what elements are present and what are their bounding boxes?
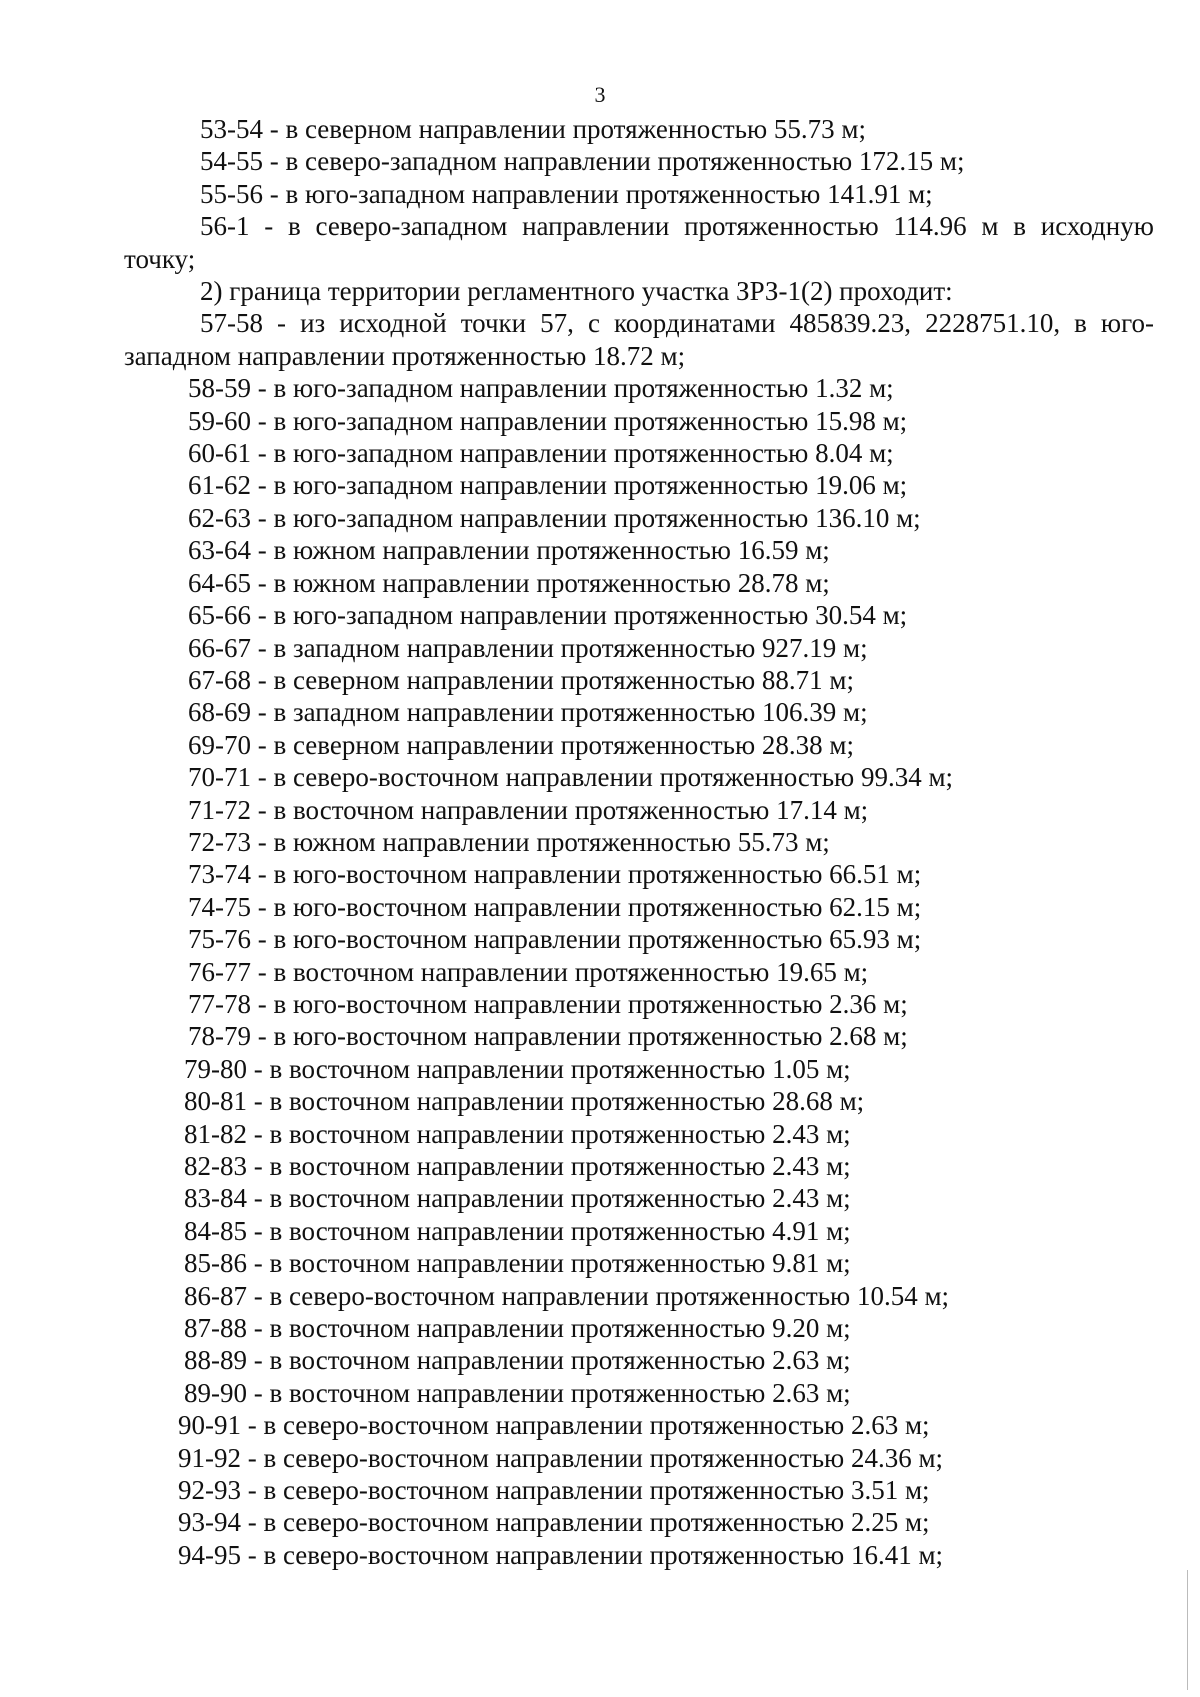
segment-line: 85-86 - в восточном направлении протяженностью 9.81 м; [184,1248,851,1279]
word: северо-западном [315,211,508,242]
segment-list-c [124,1053,1154,1409]
word: из [300,308,326,339]
segment-line: 54-55 - в северо-западном направлении протяженностью 172.15 м; [200,146,965,177]
document-body [124,113,1154,1571]
segment-line: 79-80 - в восточном направлении протяженностью 1.05 м; [184,1053,851,1084]
segment-line: 61-62 - в юго-западном направлении протяженностью 19.06 м; [188,470,908,501]
word: с [587,308,600,339]
segment-line: 59-60 - в юго-западном направлении протяженностью 15.98 м; [188,405,908,436]
word: направлении [522,211,670,242]
word: - [277,308,287,339]
segment-line: 77-78 - в юго-восточном направлении протяженностью 2.36 м; [188,988,908,1019]
segment-line: 62-63 - в юго-западном направлении протяженностью 136.10 м; [188,502,921,533]
segment-line: 75-76 - в юго-восточном направлении протяженностью 65.93 м; [188,924,922,955]
segment-line: 92-93 - в северо-восточном направлении протяженностью 3.51 м; [178,1475,930,1506]
word: в [288,211,301,242]
segment-line: 71-72 - в восточном направлении протяженностью 17.14 м; [188,794,869,825]
segment-line: 60-61 - в юго-западном направлении протяженностью 8.04 м; [188,438,894,469]
page-number: 3 [594,82,606,107]
word: 57, [540,308,574,339]
segment-57-58-line2: западном направлении протяженностью 18.72 м; [124,340,686,371]
segment-list-a [124,113,1154,210]
word: 114.96 [893,211,967,242]
segment-56-1-line2: точку; [124,243,196,274]
segment-line: 94-95 - в северо-восточном направлении протяженностью 16.41 м; [178,1539,944,1570]
word: исходной [339,308,447,339]
boundary-heading: 2) граница территории регламентного участка ЗРЗ-1(2) проходит: [200,276,953,307]
segment-line: 86-87 - в северо-восточном направлении протяженностью 10.54 м; [184,1280,950,1311]
segment-line: 80-81 - в восточном направлении протяженностью 28.68 м; [184,1086,865,1117]
segment-line: 83-84 - в восточном направлении протяженностью 2.43 м; [184,1183,851,1214]
segment-line: 78-79 - в юго-восточном направлении протяженностью 2.68 м; [188,1021,908,1052]
segment-line: 76-77 - в восточном направлении протяженностью 19.65 м; [188,956,869,987]
segment-line: 58-59 - в юго-западном направлении протяженностью 1.32 м; [188,373,894,404]
segment-line: 73-74 - в юго-восточном направлении протяженностью 66.51 м; [188,859,922,890]
word: 56-1 [200,211,250,242]
segment-line: 89-90 - в восточном направлении протяженностью 2.63 м; [184,1377,851,1408]
segment-line: 55-56 - в юго-западном направлении протяженностью 141.91 м; [200,178,933,209]
word: в [1013,211,1026,242]
segment-57-58-line1 [124,307,1154,339]
segment-line: 68-69 - в западном направлении протяженностью 106.39 м; [188,697,868,728]
segment-line: 65-66 - в юго-западном направлении протяженностью 30.54 м; [188,600,908,631]
segment-line: 63-64 - в южном направлении протяженностью 16.59 м; [188,535,830,566]
word: в [1074,308,1087,339]
word: протяженностью [684,211,879,242]
segment-line: 90-91 - в северо-восточном направлении протяженностью 2.63 м; [178,1410,930,1441]
segment-line: 67-68 - в северном направлении протяженностью 88.71 м; [188,664,854,695]
word: 485839.23, [789,308,912,339]
segment-line: 66-67 - в западном направлении протяженностью 927.19 м; [188,632,868,663]
word: 2228751.10, [925,308,1061,339]
segment-line: 93-94 - в северо-восточном направлении протяженностью 2.25 м; [178,1507,930,1538]
word: точки [460,308,527,339]
word: координатами [614,308,776,339]
segment-line: 69-70 - в северном направлении протяженностью 28.38 м; [188,729,854,760]
segment-line: 72-73 - в южном направлении протяженностью 55.73 м; [188,826,830,857]
segment-line: 88-89 - в восточном направлении протяженностью 2.63 м; [184,1345,851,1376]
word: юго- [1100,308,1154,339]
segment-line: 87-88 - в восточном направлении протяженностью 9.20 м; [184,1313,851,1344]
word: м [981,211,999,242]
word: 57-58 [200,308,263,339]
segment-line: 84-85 - в восточном направлении протяженностью 4.91 м; [184,1215,851,1246]
segment-line: 82-83 - в восточном направлении протяженностью 2.43 м; [184,1151,851,1181]
segment-list-d [124,1409,1154,1571]
segment-list-b [124,372,1154,1053]
segment-56-1-line1 [124,210,1154,242]
segment-line: 74-75 - в юго-восточном направлении протяженностью 62.15 м; [188,891,922,922]
word: исходную [1040,211,1154,242]
segment-line: 91-92 - в северо-восточном направлении протяженностью 24.36 м; [178,1442,944,1473]
segment-line: 64-65 - в южном направлении протяженностью 28.78 м; [188,567,830,598]
segment-line: 81-82 - в восточном направлении протяженностью 2.43 м; [184,1118,851,1149]
scan-edge-line [1187,1570,1188,1690]
segment-line: 53-54 - в северном направлении протяженностью 55.73 м; [200,114,866,144]
word: - [264,211,274,242]
segment-line: 70-71 - в северо-восточном направлении протяженностью 99.34 м; [188,762,954,793]
